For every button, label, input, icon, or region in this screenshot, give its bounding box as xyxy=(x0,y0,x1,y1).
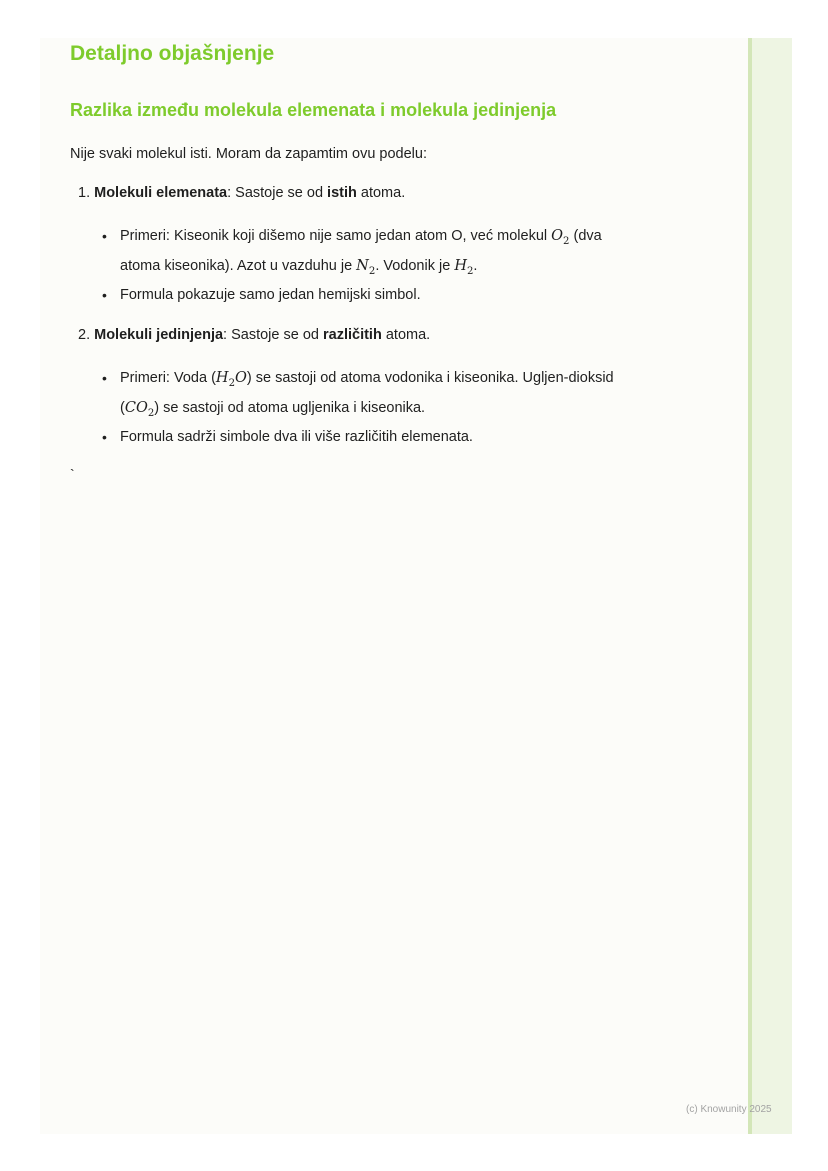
bullet-item xyxy=(102,366,642,426)
bullet-item xyxy=(102,224,642,284)
bullet-dot: • xyxy=(102,228,107,244)
bullet-dot: • xyxy=(102,370,107,386)
emphasis: istih xyxy=(327,185,357,201)
page-background xyxy=(40,38,792,1134)
bullet-dot: • xyxy=(102,287,107,303)
side-margin-strip xyxy=(748,38,792,1134)
copyright-footer: (c) Knowunity 2025 xyxy=(686,1104,772,1115)
bullet-item xyxy=(102,425,642,450)
bullet-text: Primeri: Kiseonik koji dišemo nije samo jedan atom O, već molekul xyxy=(120,228,552,244)
item-text: atoma. xyxy=(381,327,431,343)
item-text: : Sastoje se od xyxy=(227,185,328,201)
bullet-text: ) se sastoji od atoma ugljenika i kiseonika. xyxy=(154,399,426,416)
list-number: 1. xyxy=(78,185,91,201)
bullet-text: . xyxy=(473,257,478,274)
stray-backtick: ` xyxy=(70,466,75,482)
item-text: atoma. xyxy=(356,185,406,201)
formula-o2: $O_2$ xyxy=(551,228,570,247)
bullet-text: ) se sastoji od atoma vodonika i kiseonika. Ugljen-dioksid ( xyxy=(120,370,614,416)
bullet-text: Primeri: Voda ( xyxy=(120,370,216,386)
intro-paragraph: Nije svaki molekul isti. Moram da zapamtim ovu podelu: xyxy=(70,146,427,162)
list-item-compounds xyxy=(78,327,430,343)
item-text: : Sastoje se od xyxy=(223,327,323,343)
bullet-text: Formula pokazuje samo jedan hemijski simbol. xyxy=(120,287,421,303)
emphasis: različitih xyxy=(323,327,382,343)
bullet-dot: • xyxy=(102,429,107,445)
formula-n2: $N_2$ xyxy=(356,257,376,277)
formula-co2: $CO_2$ xyxy=(124,399,155,419)
formula-h2o: $H_2O$ xyxy=(215,370,247,389)
list-number: 2. xyxy=(78,327,91,343)
bullet-item xyxy=(102,283,642,308)
bullet-text: (dva atoma kiseonika). Azot u vazduhu je xyxy=(120,228,602,274)
section-heading: Razlika između molekula elemenata i molekula jedinjenja xyxy=(70,100,557,120)
page-title: Detaljno objašnjenje xyxy=(70,42,275,65)
bullet-text: . Vodonik je xyxy=(375,257,455,274)
list-item-elements xyxy=(78,185,405,201)
formula-h2: $H_2$ xyxy=(454,257,474,277)
term: Molekuli elemenata xyxy=(94,185,228,201)
term: Molekuli jedinjenja xyxy=(94,327,224,343)
bullet-text: Formula sadrži simbole dva ili više različitih elemenata. xyxy=(120,429,473,445)
